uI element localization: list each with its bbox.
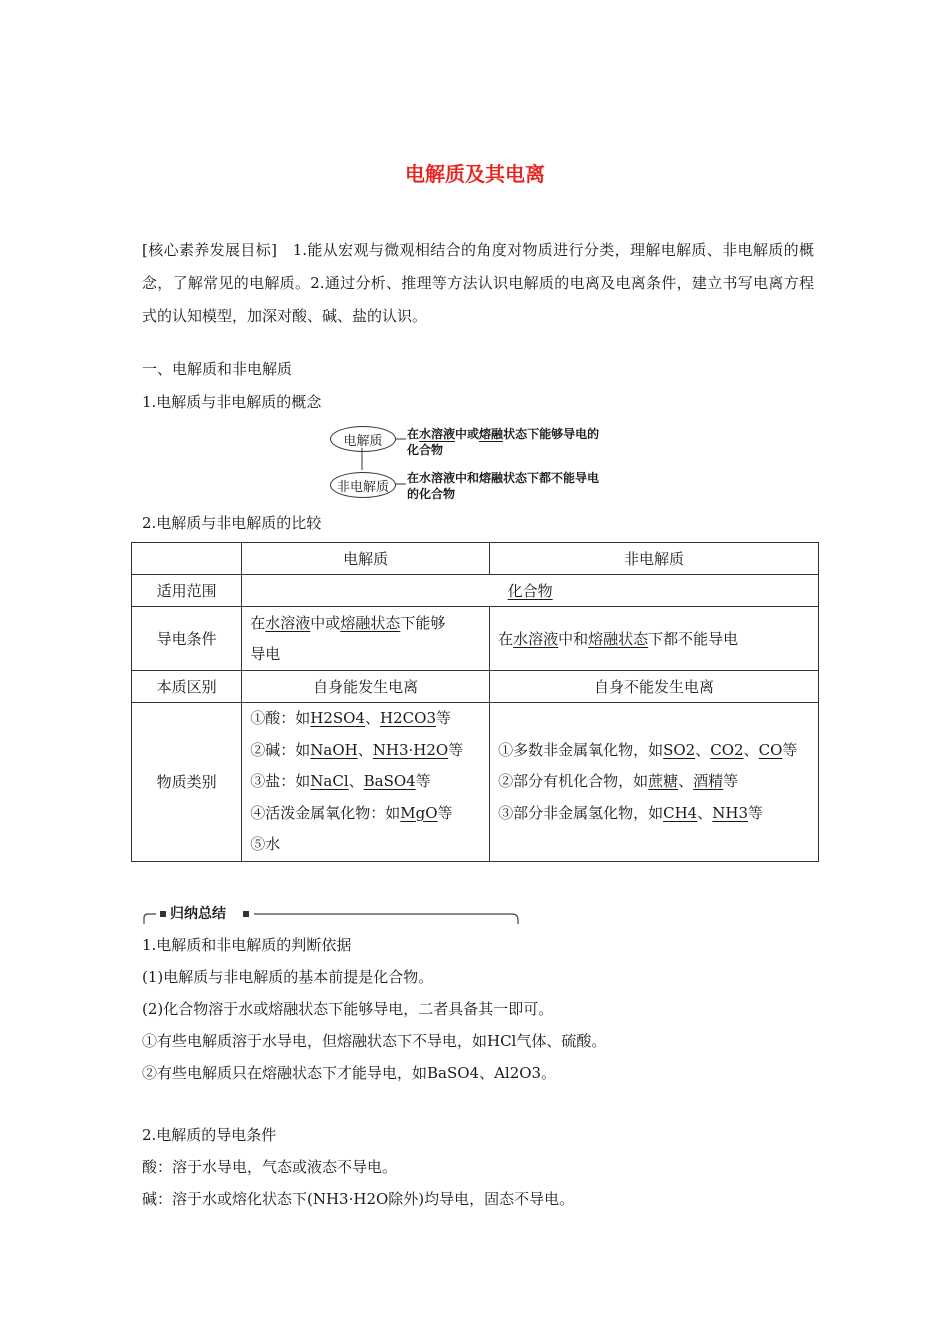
example-item: H2SO4 (310, 709, 366, 727)
example-item: CO2 (710, 740, 744, 759)
list-item: ②部分有机化合物，如蔗糖、酒精等 (498, 772, 739, 790)
summary-p1: 1.电解质和非电解质的判断依据 (142, 936, 352, 954)
table-row (132, 575, 819, 607)
example-item: CO (758, 740, 783, 759)
table-row (132, 543, 819, 575)
goals-tag: [核心素养发展目标] (142, 241, 277, 259)
example-item: SO2 (663, 740, 696, 759)
row-label: 适用范围 (132, 575, 242, 607)
row-label: 物质类别 (132, 703, 242, 862)
list-item: ③盐：如NaCl、BaSO4等 (250, 772, 431, 790)
example-item: 酒精 (693, 772, 724, 790)
subheading-comparison: 2.电解质与非电解质的比较 (142, 514, 322, 532)
summary-p3: (2)化合物溶于水或熔融状态下能够导电，二者具备其一即可。 (142, 1000, 554, 1018)
example-item: H2CO3 (380, 709, 436, 727)
row-label: 本质区别 (132, 671, 242, 703)
header-empty (132, 543, 242, 575)
node-electrolyte: 电解质 (330, 426, 396, 452)
header-electrolyte: 电解质 (242, 543, 490, 575)
concept-diagram (328, 420, 628, 502)
goals-text: 1.能从宏观与微观相结合的角度对物质进行分类，理解电解质、非电解质的概念，了解常见的电解质。2.通过分析、推理等方法认识电解质的电离及电离条件，建立书写电离方程式的认知模型，加深对酸、碱、盐的认识。 (142, 241, 814, 325)
section-heading: 一、电解质和非电解质 (142, 360, 293, 378)
example-item: BaSO4 (363, 772, 416, 790)
cond-nonelectrolyte: 在水溶液中和熔融状态下都不能导电 (490, 607, 819, 671)
summary-p6: 2.电解质的导电条件 (142, 1126, 277, 1144)
summary-p8: 碱：溶于水或熔化状态下(NH3·H2O除外)均导电，固态不导电。 (142, 1190, 575, 1208)
comparison-table (131, 542, 819, 862)
page-title: 电解质及其电离 (405, 162, 545, 186)
table-row (132, 703, 819, 862)
header-nonelectrolyte: 非电解质 (490, 543, 819, 575)
essence-nonelectrolyte: 自身不能发生电离 (490, 671, 819, 703)
list-item: ④活泼金属氧化物：如MgO等 (250, 803, 453, 822)
summary-label: 归纳总结 (170, 906, 226, 922)
example-item: NaOH (310, 740, 358, 759)
essence-electrolyte: 自身能发生电离 (242, 671, 490, 703)
example-item: NH3 (712, 803, 748, 822)
example-item: CH4 (663, 803, 698, 822)
subheading-concept: 1.电解质与非电解质的概念 (142, 393, 322, 411)
category-nonelectrolyte (490, 703, 819, 862)
list-item: ①多数非金属氧化物，如SO2、CO2、CO等 (498, 740, 798, 759)
core-goals-paragraph (142, 234, 814, 333)
summary-p5: ②有些电解质只在熔融状态下才能导电，如BaSO4、Al2O3。 (142, 1064, 557, 1082)
summary-p4: ①有些电解质溶于水导电，但熔融状态下不导电，如HCl气体、硫酸。 (142, 1032, 607, 1050)
list-item: ②碱：如NaOH、NH3·H2O等 (250, 740, 464, 759)
list-item: ③部分非金属氢化物，如CH4、NH3等 (498, 803, 763, 822)
summary-p7: 酸：溶于水导电，气态或液态不导电。 (142, 1158, 398, 1176)
list-item: ⑤水 (250, 835, 281, 853)
category-electrolyte (242, 703, 490, 862)
example-item: NH3·H2O (372, 740, 449, 759)
cond-electrolyte: 在水溶液中或熔融状态下能够 导电 (242, 607, 490, 671)
example-item: 蔗糖 (648, 772, 679, 790)
table-row (132, 607, 819, 671)
row-label: 导电条件 (132, 607, 242, 671)
node-nonelectrolyte: 非电解质 (330, 472, 396, 498)
example-item: NaCl (310, 772, 349, 790)
electrolyte-definition: 在水溶液中或熔融状态下能够导电的 化合物 (407, 427, 600, 457)
example-item: MgO (400, 803, 438, 822)
summary-p2: (1)电解质与非电解质的基本前提是化合物。 (142, 968, 434, 986)
summary-header (142, 904, 520, 926)
scope-value: 化合物 (242, 575, 819, 607)
nonelectrolyte-definition: 在水溶液中和熔融状态下都不能导电 的化合物 (407, 471, 600, 501)
list-item: ①酸：如H2SO4、H2CO3等 (250, 709, 452, 727)
table-row (132, 671, 819, 703)
